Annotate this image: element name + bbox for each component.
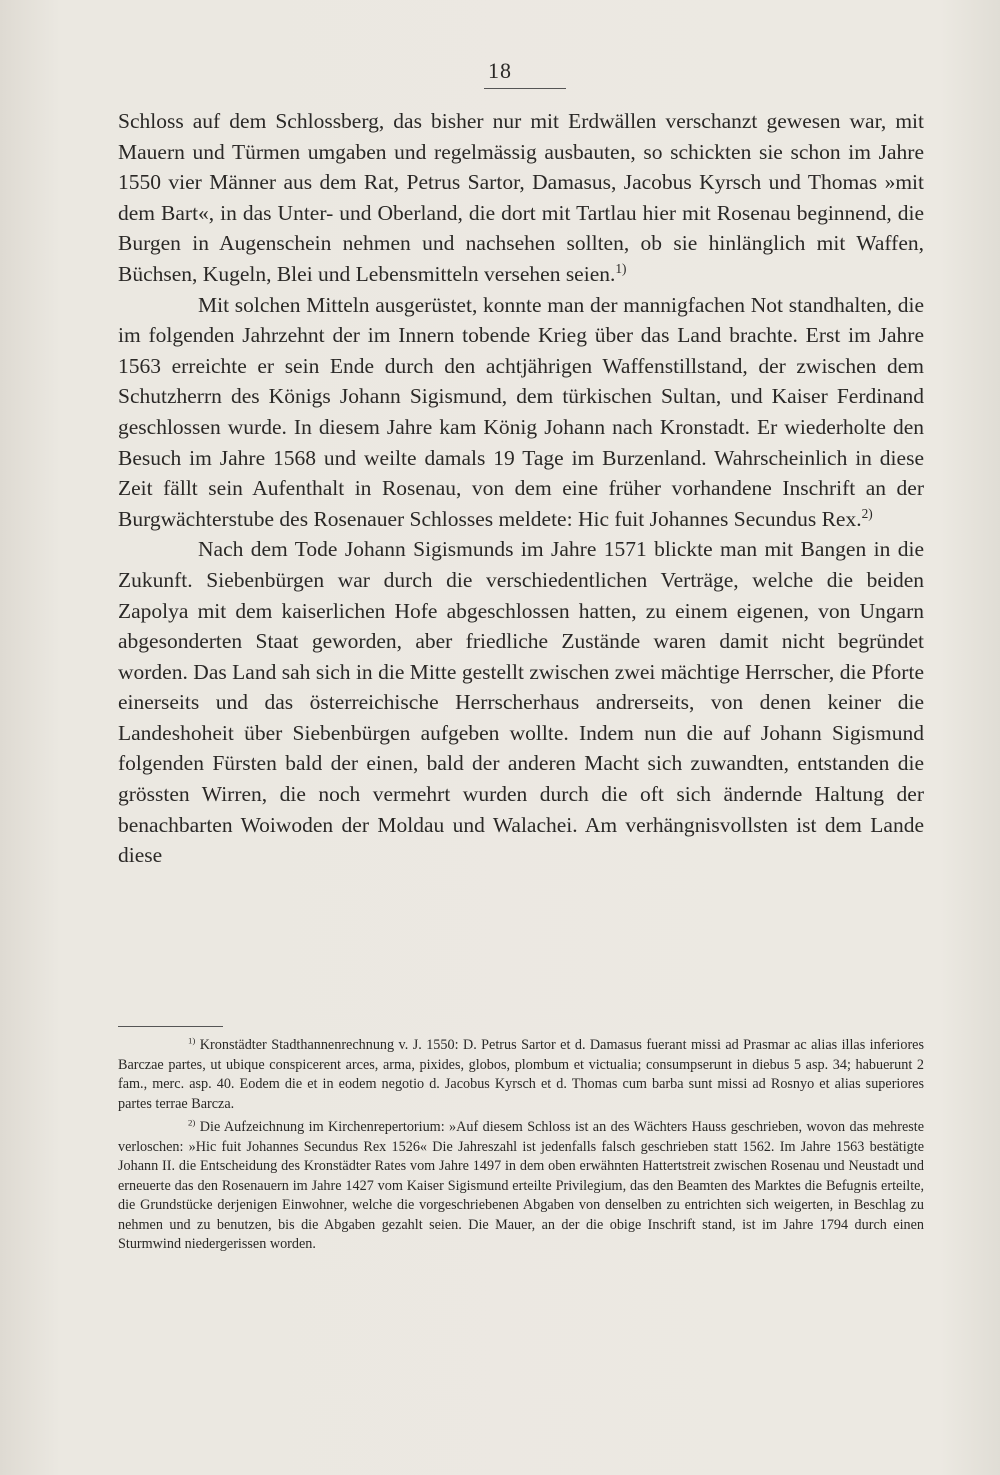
footnote	[118, 1118, 924, 1255]
footnote-ref: 1)	[615, 260, 627, 276]
footnotes	[118, 1036, 924, 1259]
footnote-marker-number: 2	[188, 1117, 193, 1128]
paragraph-text: Mit solchen Mitteln ausgerüstet, konnte man der mannigfachen Not standhalten, die im folgenden Jahrzehnt der im Innern tobende Krieg über das Land brachte. Erst im Jahre 1563 erreichte er sein Ende durch den achtjährigen Waffenstillstand, der zwischen dem Schutzherrn des Königs Johann Sigismund, dem türkischen Sultan, und Kaiser Ferdinand geschlossen wurde. In diesem Jahre kam König Johann nach Kronstadt. Er wiederholte den Besuch im Jahre 1568 und weilte damals 19 Tage im Burzenland. Wahrscheinlich in diese Zeit fällt sein Aufenthalt in Rosenau, von dem eine früher vorhandene Inschrift an der Burgwächterstube des Rosenauer Schlosses meldete: Hic fuit Johannes Secundus Rex.	[118, 292, 924, 531]
footnote-rule	[118, 1026, 223, 1027]
footnote-marker: 1)	[188, 1035, 196, 1046]
footnote-ref-number: 2	[861, 505, 869, 521]
footnote-marker-number: 1	[188, 1035, 193, 1046]
footnote-text: Kronstädter Stadthannenrechnung v. J. 1550: D. Petrus Sartor et d. Damasus fuerant missi ad Prasmar ac alias illas inferiores Barczae partes, ut ubique conspicerent arces, arma, pixides, globos, plombum et victualia; consumpserunt in diebus 5 asp. 34; habuerunt 2 fam., merc. asp. 40. Eodem die et in eodem negotio d. Jacobus Kyrsch et d. Thomas cum barba sunt missi ad Rosnyo et alias superiores partes terrae Barcza.	[118, 1037, 925, 1112]
footnote-marker: 2)	[188, 1117, 196, 1128]
body-text	[118, 106, 924, 871]
footnote-ref-number: 1	[615, 260, 623, 276]
footnote	[118, 1036, 924, 1114]
paragraph	[118, 290, 924, 535]
page-number-rule	[484, 88, 566, 89]
paragraph	[118, 534, 924, 871]
paragraph	[118, 106, 924, 290]
paragraph-text: Schloss auf dem Schlossberg, das bisher nur mit Erdwällen verschanzt gewesen war, mit Mauern und Türmen umgaben und regelmässig ausbauten, so schickten sie schon im Jahre 1550 vier Männer aus dem Rat, Petrus Sartor, Damasus, Jacobus Kyrsch und Thomas »mit dem Bart«, in das Unter- und Oberland, die dort mit Tartlau hier mit Rosenau beginnend, die Burgen in Augenschein nehmen und nachsehen sollten, ob sie hinlänglich mit Waffen, Büchsen, Kugeln, Blei und Lebensmitteln versehen seien.	[118, 109, 924, 286]
footnote-ref: 2)	[861, 505, 873, 521]
page-number: 18	[488, 58, 512, 83]
footnote-text: Die Aufzeichnung im Kirchenrepertorium: »Auf diesem Schloss ist an des Wächters Hauss geschrieben, wovon das mehreste verloschen: »Hic fuit Johannes Secundus Rex 1526« Die Jahreszahl ist jedenfalls falsch geschrieben statt 1562. Im Jahre 1563 bestätigte Johann II. die Entscheidung des Kronstädter Rates vom Jahre 1497 in dem oben erwähnten Hattertstreit zwischen Rosenau und Neustadt und erneuerte das den Rosenauern im Jahre 1427 vom Kaiser Sigismund erteilte Privilegium, das den Beamten des Marktes die Befugnis erteilte, die Grundstücke derjenigen Einwohner, welche die vorgeschriebenen Abgaben von denselben zu entrichten sich weigerten, in Beschlag zu nehmen und zu benutzen, bis die Abgaben gezahlt seien. Die Mauer, an der die obige Inschrift stand, ist im Jahre 1794 durch einen Sturmwind niedergerissen worden.	[118, 1119, 925, 1252]
paragraph-text: Nach dem Tode Johann Sigismunds im Jahre 1571 blickte man mit Bangen in die Zukunft. Siebenbürgen war durch die verschiedentlichen Verträge, welche die beiden Zapolya mit dem kaiserlichen Hofe abgeschlossen hatten, zu einem eigenen, von Ungarn abgesonderten Staat geworden, aber friedliche Zustände waren damit nicht begründet worden. Das Land sah sich in die Mitte gestellt zwischen zwei mächtige Herrscher, die Pforte einerseits und das österreichische Herrscherhaus andrerseits, von denen keiner die Landeshoheit über Siebenbürgen aufgeben wollte. Indem nun die auf Johann Sigismund folgenden Fürsten bald der einen, bald der anderen Macht sich zuwandten, entstanden die grössten Wirren, die noch vermehrt wurden durch die oft sich ändernde Haltung der benachbarten Woiwoden der Moldau und Walachei. Am verhängnisvollsten ist dem Lande diese	[118, 537, 924, 868]
